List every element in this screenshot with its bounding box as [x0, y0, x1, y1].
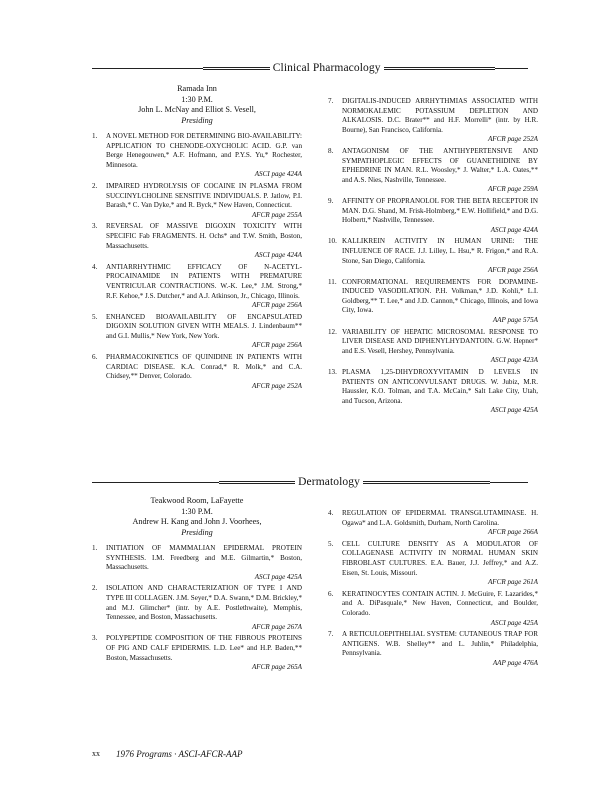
- abstract-reference: AAP page 476A: [492, 658, 538, 667]
- abstract-text: CONFORMATIONAL REQUIREMENTS FOR DOPAMINE-INDUCED VASODILATION. P.H. Volkman,* J.D. Kohli,* L.I. Goldberg,** T. Lee,* and J.D. Cannon,* Chicago, Illinois, and Iowa City, Iowa.: [342, 277, 538, 315]
- session-presiding: Presiding: [181, 115, 213, 125]
- abstract-reference: AFCR page 252A: [251, 381, 302, 390]
- abstract-number: 2.: [92, 584, 98, 593]
- section-header-clinical-pharmacology: [92, 61, 528, 75]
- abstract-text: CELL CULTURE DENSITY AS A MODULATOR OF COLLAGENASE ACTIVITY IN NORMAL HUMAN SKIN FIBROBLAST CULTURES. E.A. Bauer, J.J. Jeffrey,* and A.Z. Eisen, St. Louis, Missouri.: [342, 539, 538, 577]
- abstract-text: POLYPEPTIDE COMPOSITION OF THE FIBROUS PROTEINS OF PIG AND CALF EPIDERMIS. L.D. Lee* and H.P. Baden,** Boston, Massachusetts.: [106, 634, 302, 662]
- abstract-number: 12.: [328, 327, 337, 336]
- abstract-reference: ASCI page 425A: [254, 572, 302, 581]
- rule-right-double: [363, 481, 490, 484]
- abstract-text: IMPAIRED HYDROLYSIS OF COCAINE IN PLASMA FROM SUCCINYLCHOLINE SENSITIVE INDIVIDUALS. P. Jatlow, P.I. Barash,* C. Van Dyke,* and R. Byck,* New Haven, Connecticut.: [106, 181, 302, 210]
- abstract-item: [328, 197, 538, 235]
- section-title: Clinical Pharmacology: [272, 62, 381, 74]
- abstract-text: ISOLATION AND CHARACTERIZATION OF TYPE I AND TYPE III COLLAGEN. J.M. Seyer,* D.A. Swann,* D.M. Brickley,* and M.J. Glimcher* (intr. by A.E. Postlethwaite), Memphis, Tennessee, and Boston, Massachusetts.: [106, 584, 302, 622]
- abstract-item: [328, 540, 538, 588]
- abstract-reference: ASCI page 425A: [490, 406, 538, 415]
- abstract-text: DIGITALIS-INDUCED ARRHYTHMIAS ASSOCIATED WITH NORMOKALEMIC POTASSIUM DEPLETION AND ALKALOSIS. D.C. Brater** and H.F. Morrelli* (intr. by H.R. Bourne), San Francisco, California.: [342, 97, 538, 134]
- abstract-reference: AFCR page 256A: [487, 266, 538, 275]
- session-info: [92, 84, 302, 126]
- abstract-number: 5.: [328, 539, 334, 548]
- abstract-text: ENHANCED BIOAVAILABILITY OF ENCAPSULATED DIGOXIN SOLUTION GIVEN WITH MEALS. J. Lindenbaum** and G.I. Mullis,* New York, New York.: [106, 312, 302, 340]
- abstract-number: 6.: [328, 589, 334, 598]
- session-time: 1:30 P.M.: [181, 506, 213, 516]
- session-chairs: Andrew H. Kang and John J. Voorhees,: [132, 517, 262, 526]
- abstract-number: 3.: [92, 634, 98, 643]
- abstract-reference: AFCR page 256A: [251, 301, 302, 310]
- abstract-reference: AAP page 575A: [492, 316, 538, 325]
- abstract-text: ANTAGONISM OF THE ANTIHYPERTENSIVE AND SYMPATHOPLEGIC EFFECTS OF GUANETHIDINE BY EPHEDRINE IN MAN. R.L. Woosley,* J. Walter,* L.A. Oates,** and A.S. Nies, Nashville, Tennessee.: [342, 146, 538, 184]
- abstract-reference: ASCI page 423A: [490, 356, 538, 365]
- abstract-reference: AFCR page 265A: [251, 663, 302, 672]
- abstract-text: KERATINOCYTES CONTAIN ACTIN. J. McGuire, F. Lazarides,* and A. DiPasquale,* New Haven, Connecticut, and Boulder, Colorado.: [342, 589, 538, 617]
- abstract-text: PLASMA 1,25-DIHYDROXYVITAMIN D LEVELS IN PATIENTS ON ANTICONVULSANT DRUGS. W. Jubiz, M.R. Haussler, K.O. Tolman, and T.A. McCain,* Salt Lake City, Utah, and Tucson, Arizona.: [342, 368, 538, 405]
- session-room: Ramada Inn: [177, 84, 217, 93]
- rule-right: [495, 68, 528, 69]
- abstract-item: [92, 353, 302, 391]
- page-footer: [92, 749, 243, 759]
- abstract-number: 7.: [328, 630, 334, 639]
- abstract-item: [328, 278, 538, 326]
- rule-right-double: [384, 67, 495, 70]
- session-room: Teakwood Room, LaFayette: [150, 496, 244, 505]
- abstract-reference: AFCR page 266A: [487, 528, 538, 537]
- abstract-text: PHARMACOKINETICS OF QUINIDINE IN PATIENTS WITH CARDIAC DISEASE. K.A. Conrad,* R. Molk,* and C.A. Chidsey,** Denver, Colorado.: [106, 353, 302, 381]
- abstract-text: INITIATION OF MAMMALIAN EPIDERMAL PROTEIN SYNTHESIS. I.M. Freedberg and M.E. Gilmartin,* Boston, Massachusetts.: [106, 544, 302, 572]
- rule-right: [490, 482, 528, 483]
- abstract-number: 4.: [92, 262, 98, 271]
- abstract-item: [328, 509, 538, 538]
- abstract-number: 1.: [92, 132, 98, 140]
- rule-left: [92, 482, 219, 483]
- abstract-reference: AFCR page 267A: [251, 622, 302, 631]
- session-presiding: Presiding: [181, 527, 213, 537]
- abstract-number: 8.: [328, 146, 334, 155]
- abstract-item: [92, 584, 302, 632]
- abstract-number: 10.: [328, 237, 337, 246]
- rule-left: [92, 68, 203, 69]
- session-chairs: John L. McNay and Elliot S. Vesell,: [138, 105, 256, 114]
- section-title: Dermatology: [298, 476, 360, 488]
- abstract-reference: AFCR page 252A: [487, 135, 538, 144]
- abstract-reference: ASCI page 425A: [490, 618, 538, 627]
- abstract-item: [92, 222, 302, 260]
- section-1-right-column: [328, 97, 538, 418]
- abstract-item: [92, 132, 302, 180]
- section-2-right-column: [328, 509, 538, 671]
- abstract-reference: ASCI page 424A: [254, 251, 302, 260]
- abstract-item: [92, 263, 302, 311]
- abstract-reference: AFCR page 256A: [251, 341, 302, 350]
- abstract-item: [328, 97, 538, 145]
- abstract-item: [328, 368, 538, 416]
- abstract-item: [328, 328, 538, 366]
- abstract-text: KALLIKREIN ACTIVITY IN HUMAN URINE: THE INFLUENCE OF RACE. J.J. Lilley, L. Hsu,* R. Frigon,* and R.A. Stone, San Diego, California.: [342, 237, 538, 265]
- rule-left-double: [219, 481, 295, 484]
- abstract-number: 13.: [328, 368, 337, 377]
- session-time: 1:30 P.M.: [181, 94, 213, 104]
- abstract-text: AFFINITY OF PROPRANOLOL FOR THE BETA RECEPTOR IN MAN. D.G. Shand, M. Frisk-Holmberg,* E.W. Hollifield,* and D.G. Holbertt,* Nashville, Tennessee.: [342, 196, 538, 225]
- abstract-item: [92, 634, 302, 672]
- abstract-item: [92, 544, 302, 582]
- abstract-item: [92, 313, 302, 351]
- abstract-item: [92, 182, 302, 220]
- abstract-text: A NOVEL METHOD FOR DETERMINING BIO-AVAILABILITY: APPLICATION TO CHENODE-OXYCHOLIC ACID. G.P. van Berge Henegouwen,* A.F. Hofmann, and P.Y.S. Yu,* Rochester, Minnesota.: [106, 132, 302, 169]
- abstract-number: 9.: [328, 196, 334, 205]
- abstract-text: REVERSAL OF MASSIVE DIGOXIN TOXICITY WITH SPECIFIC Fab FRAGMENTS. H. Ochs* and T.W. Smith, Boston, Massachusetts.: [106, 222, 302, 250]
- abstract-number: 11.: [328, 277, 337, 286]
- section-2-left-column: [92, 496, 302, 675]
- abstract-text: VARIABILITY OF HEPATIC MICROSOMAL RESPONSE TO LIVER DISEASE AND DIPHENYLHYDANTOIN. G.W. Hepner* and E.S. Vesell, Hershey, Pennsylvania.: [342, 327, 538, 355]
- abstract-item: [328, 630, 538, 668]
- session-info: [92, 496, 302, 538]
- page-number: xx: [92, 749, 100, 758]
- abstract-reference: ASCI page 424A: [254, 170, 302, 179]
- abstract-reference: AFCR page 261A: [487, 578, 538, 587]
- abstract-number: 1.: [92, 544, 98, 552]
- abstract-item: [328, 147, 538, 195]
- abstract-number: 7.: [328, 97, 334, 105]
- abstract-text: A RETICULOEPITHELIAL SYSTEM: CUTANEOUS TRAP FOR ANTIGENS. W.B. Shelley** and L. Juhlin,* Philadelphia, Pennsylvania.: [342, 630, 538, 658]
- abstract-text: ANTIARRHYTHMIC EFFICACY OF N-ACETYL-PROCAINAMIDE IN PATIENTS WITH PREMATURE VENTRICULAR CONTRACTIONS. W.-K. Lee,* J.M. Strong,* R.F. Kehoe,* J.S. Dutcher,* and A.J. Atkinson, Jr., Chicago, Illinois.: [106, 262, 302, 300]
- abstract-item: [328, 590, 538, 628]
- abstract-item: [328, 237, 538, 275]
- rule-left-double: [203, 67, 270, 70]
- abstract-reference: ASCI page 424A: [490, 225, 538, 234]
- abstract-reference: AFCR page 259A: [487, 185, 538, 194]
- running-title: 1976 Programs · ASCI-AFCR-AAP: [116, 749, 243, 759]
- section-header-dermatology: [92, 475, 528, 489]
- abstract-number: 5.: [92, 312, 98, 321]
- abstract-text: REGULATION OF EPIDERMAL TRANSGLUTAMINASE. H. Ogawa* and L.A. Goldsmith, Durham, North Carolina.: [342, 509, 538, 527]
- section-1-left-column: [92, 84, 302, 393]
- abstract-reference: AFCR page 255A: [251, 210, 302, 219]
- abstract-number: 4.: [328, 509, 334, 517]
- abstract-number: 6.: [92, 353, 98, 362]
- abstract-number: 3.: [92, 222, 98, 231]
- abstract-number: 2.: [92, 181, 98, 190]
